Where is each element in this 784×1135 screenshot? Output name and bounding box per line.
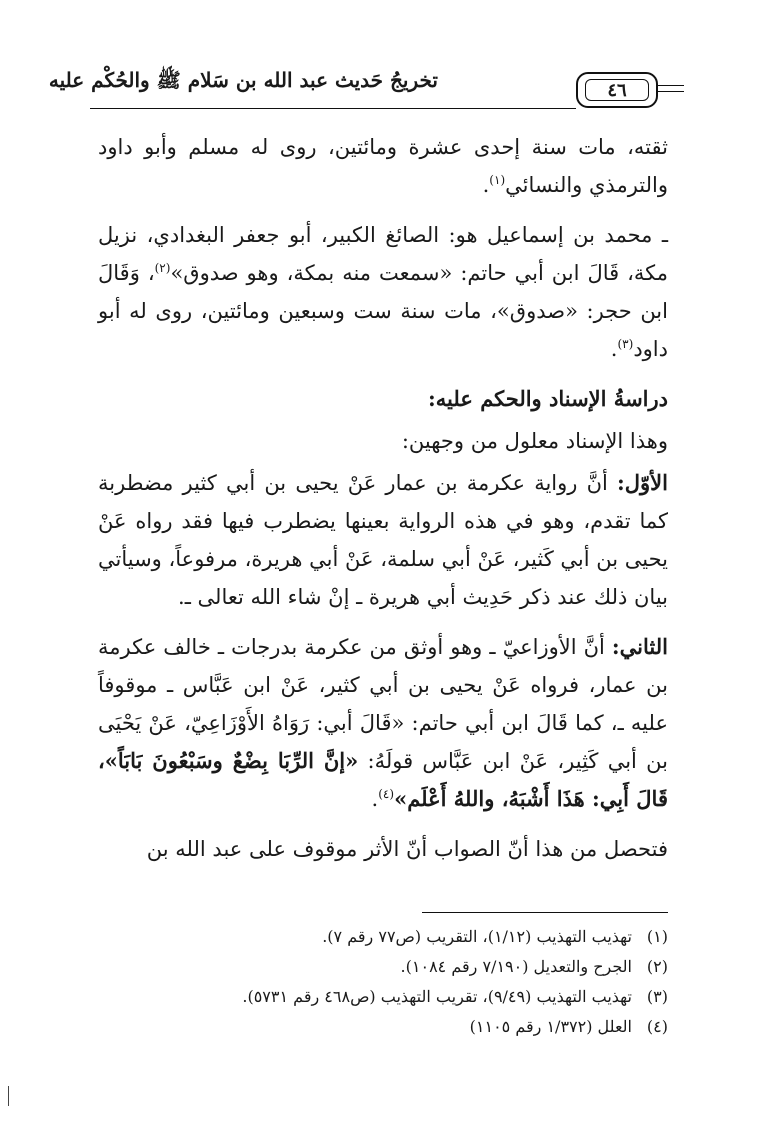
second-reason-label: الثاني:: [611, 634, 668, 659]
page-number-frame: [576, 72, 658, 108]
header-rule-ornament-top: [656, 85, 684, 86]
footnote-2: [98, 952, 668, 982]
footnote-text: الجرح والتعديل (٧/١٩٠ رقم ١٠٨٤).: [400, 957, 632, 976]
footnote-1: [98, 922, 668, 952]
section-intro: وهذا الإسناد معلول من وجهين:: [401, 429, 668, 453]
running-title: تخريجُ حَديث عبد الله بن سَلام ﷺ والحُكْم عليه: [48, 68, 438, 92]
first-reason: الأوّل: أنَّ رواية عكرمة بن عمار عَنْ يحيى بن أبي كثير مضطربة كما تقدم، وهو في هذه الرواية بعينها يضطرب فيها فقد رواه عَنْ يحيى بن أبي كَثير، عَنْ أبي سلمة، عَنْ أبي هريرة، مرفوعاً، وسيأتي بيان ذلك عند ذكر حَدِيث أبي هريرة ـ إنْ شاء الله تعالى ـ.: [98, 470, 668, 609]
footnotes: [98, 922, 668, 1042]
footnote-text: تهذيب التهذيب (١/١٢)، التقريب (ص٧٧ رقم ٧).: [322, 927, 632, 946]
header-rule-ornament-bottom: [656, 91, 684, 92]
first-reason-label: الأوّل:: [617, 470, 668, 495]
footnote-ref-2: (٢): [154, 261, 171, 275]
footnote-ref-1: (١): [489, 173, 506, 187]
footnote-number: (٤): [646, 1017, 668, 1036]
footnote-text: العلل (١/٣٧٢ رقم ١١٠٥): [469, 1017, 632, 1036]
scan-margin-mark: [8, 1086, 9, 1106]
quoted-athar: «إنَّ الرِّبَا بِضْعٌ وسَبْعُونَ بَابَاً»، قَالَ أَبِي: هَذَا أَشْبَهُ، واللهُ أَعْلَم»: [98, 748, 668, 811]
conclusion-paragraph: فتحصل من هذا أنّ الصواب أنّ الأثر موقوف على عبد الله بن: [146, 837, 668, 861]
footnote-ref-4: (٤): [378, 787, 395, 801]
paragraph-1: ثقته، مات سنة إحدى عشرة ومائتين، روى له مسلم وأبو داود والترمذي والنسائي$^{(١)}$.: [98, 135, 668, 197]
footnote-number: (١): [646, 927, 668, 946]
page-header: [48, 64, 684, 110]
header-rule: [90, 108, 576, 109]
page-number: ٤٦: [585, 79, 649, 101]
footnote-number: (٣): [646, 987, 668, 1006]
footnote-ref-3: (٣): [617, 337, 634, 351]
footnote-3: [98, 982, 668, 1012]
paragraph-2: ـ محمد بن إسماعيل هو: الصائغ الكبير، أبو جعفر البغدادي، نزيل مكة، قَالَ ابن أبي حاتم: «سمعت منه بمكة، وهو صدوق»$^{(٢)}$، وَقَالَ ابن حجر: «صدوق»، مات سنة ست وسبعين ومائتين، روى له أبو داود$^{(٣)}$.: [98, 223, 669, 361]
second-reason: الثاني: أنَّ الأوزاعيّ ـ وهو أوثق من عكرمة بدرجات ـ خالف عكرمة بن عمار، فرواه عَنْ يحيى بن أبي كثير، عَنْ ابن عَبَّاس ـ موقوفاً عليه ـ، كما قَالَ ابن أبي حاتم: «قَالَ أبي: رَوَاهُ الأَوْزَاعِيّ، عَنْ يَحْيَى بن أبي كَثِير، عَنْ ابن عَبَّاس قولَهُ: «إنَّ الرِّبَا بِضْعٌ وسَبْعُونَ بَابَاً»، قَالَ أَبِي: هَذَا أَشْبَهُ، واللهُ أَعْلَم»$^{(٤)}$.: [98, 634, 668, 811]
section-heading: دراسةُ الإسناد والحكم عليه:: [428, 386, 668, 411]
footnote-number: (٢): [646, 957, 668, 976]
main-text: [98, 128, 668, 880]
footnote-4: [98, 1012, 668, 1042]
footnote-text: تهذيب التهذيب (٩/٤٩)، تقريب التهذيب (ص٤٦٨ رقم ٥٧٣١).: [242, 987, 632, 1006]
footnote-separator: [422, 912, 668, 913]
